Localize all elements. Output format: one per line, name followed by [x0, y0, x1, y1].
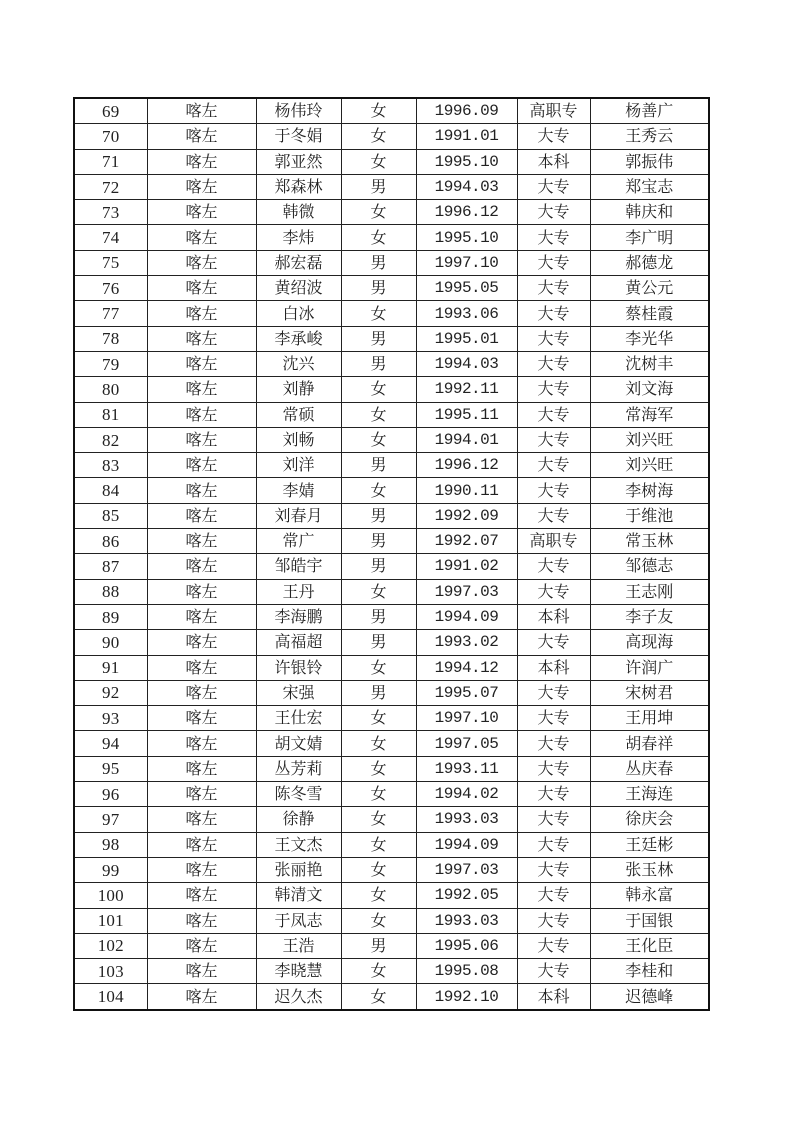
cell-education: 大专: [517, 807, 590, 832]
table-row: [74, 706, 709, 731]
cell-parent-name: 于维池: [590, 503, 709, 528]
cell-education: 大专: [517, 124, 590, 149]
cell-number: 78: [74, 326, 147, 351]
cell-number: 93: [74, 706, 147, 731]
cell-gender: 男: [341, 174, 416, 199]
cell-education: 大专: [517, 402, 590, 427]
cell-number: 72: [74, 174, 147, 199]
cell-number: 96: [74, 782, 147, 807]
cell-birth-date: 1992.11: [416, 377, 517, 402]
cell-gender: 女: [341, 959, 416, 984]
cell-parent-name: 韩永富: [590, 883, 709, 908]
cell-education: 大专: [517, 782, 590, 807]
cell-education: 大专: [517, 225, 590, 250]
cell-gender: 女: [341, 731, 416, 756]
cell-name: 李晓慧: [256, 959, 341, 984]
cell-education: 大专: [517, 478, 590, 503]
cell-education: 大专: [517, 503, 590, 528]
cell-birth-date: 1992.05: [416, 883, 517, 908]
cell-name: 郝宏磊: [256, 250, 341, 275]
table-row: [74, 731, 709, 756]
cell-area: 喀左: [147, 250, 256, 275]
cell-birth-date: 1995.01: [416, 326, 517, 351]
cell-parent-name: 常海军: [590, 402, 709, 427]
table-row: [74, 326, 709, 351]
cell-name: 郑森林: [256, 174, 341, 199]
cell-education: 大专: [517, 351, 590, 376]
cell-birth-date: 1993.06: [416, 301, 517, 326]
cell-number: 90: [74, 630, 147, 655]
cell-name: 刘静: [256, 377, 341, 402]
table-row: [74, 883, 709, 908]
cell-number: 81: [74, 402, 147, 427]
table-row: [74, 832, 709, 857]
table-row: [74, 250, 709, 275]
cell-gender: 男: [341, 503, 416, 528]
cell-area: 喀左: [147, 276, 256, 301]
cell-area: 喀左: [147, 706, 256, 731]
cell-area: 喀左: [147, 377, 256, 402]
cell-number: 91: [74, 655, 147, 680]
cell-birth-date: 1995.10: [416, 149, 517, 174]
table-row: [74, 301, 709, 326]
cell-birth-date: 1993.03: [416, 908, 517, 933]
cell-birth-date: 1997.03: [416, 579, 517, 604]
cell-name: 王仕宏: [256, 706, 341, 731]
cell-gender: 女: [341, 883, 416, 908]
cell-gender: 女: [341, 857, 416, 882]
cell-education: 大专: [517, 908, 590, 933]
cell-birth-date: 1995.10: [416, 225, 517, 250]
cell-name: 王文杰: [256, 832, 341, 857]
table-row: [74, 655, 709, 680]
cell-name: 常广: [256, 529, 341, 554]
cell-education: 高职专: [517, 529, 590, 554]
cell-education: 大专: [517, 377, 590, 402]
table-row: [74, 807, 709, 832]
cell-name: 王丹: [256, 579, 341, 604]
cell-gender: 女: [341, 402, 416, 427]
cell-gender: 女: [341, 200, 416, 225]
cell-area: 喀左: [147, 782, 256, 807]
cell-gender: 男: [341, 529, 416, 554]
cell-number: 86: [74, 529, 147, 554]
cell-gender: 女: [341, 832, 416, 857]
cell-number: 98: [74, 832, 147, 857]
cell-birth-date: 1994.03: [416, 174, 517, 199]
cell-area: 喀左: [147, 174, 256, 199]
cell-area: 喀左: [147, 301, 256, 326]
table-row: [74, 782, 709, 807]
cell-number: 69: [74, 98, 147, 124]
table-row: [74, 756, 709, 781]
cell-name: 韩微: [256, 200, 341, 225]
cell-gender: 女: [341, 98, 416, 124]
cell-area: 喀左: [147, 579, 256, 604]
cell-number: 83: [74, 453, 147, 478]
cell-area: 喀左: [147, 200, 256, 225]
cell-education: 大专: [517, 301, 590, 326]
cell-parent-name: 郝德龙: [590, 250, 709, 275]
cell-gender: 男: [341, 326, 416, 351]
cell-area: 喀左: [147, 529, 256, 554]
table-row: [74, 604, 709, 629]
cell-parent-name: 邹德志: [590, 554, 709, 579]
cell-birth-date: 1993.11: [416, 756, 517, 781]
cell-gender: 女: [341, 984, 416, 1010]
cell-number: 99: [74, 857, 147, 882]
cell-number: 101: [74, 908, 147, 933]
cell-area: 喀左: [147, 933, 256, 958]
cell-name: 沈兴: [256, 351, 341, 376]
cell-parent-name: 许润广: [590, 655, 709, 680]
cell-name: 刘洋: [256, 453, 341, 478]
cell-parent-name: 王用坤: [590, 706, 709, 731]
cell-parent-name: 王海连: [590, 782, 709, 807]
cell-gender: 女: [341, 807, 416, 832]
cell-parent-name: 郭振伟: [590, 149, 709, 174]
cell-area: 喀左: [147, 124, 256, 149]
cell-parent-name: 黄公元: [590, 276, 709, 301]
cell-education: 大专: [517, 959, 590, 984]
table-row: [74, 478, 709, 503]
cell-gender: 女: [341, 908, 416, 933]
cell-birth-date: 1995.08: [416, 959, 517, 984]
cell-birth-date: 1995.11: [416, 402, 517, 427]
cell-area: 喀左: [147, 98, 256, 124]
table-row: [74, 351, 709, 376]
cell-name: 杨伟玲: [256, 98, 341, 124]
cell-birth-date: 1994.01: [416, 427, 517, 452]
cell-education: 大专: [517, 250, 590, 275]
cell-birth-date: 1995.05: [416, 276, 517, 301]
cell-parent-name: 徐庆会: [590, 807, 709, 832]
cell-parent-name: 李光华: [590, 326, 709, 351]
cell-education: 大专: [517, 427, 590, 452]
cell-gender: 女: [341, 149, 416, 174]
cell-birth-date: 1993.03: [416, 807, 517, 832]
cell-parent-name: 刘文海: [590, 377, 709, 402]
cell-birth-date: 1991.02: [416, 554, 517, 579]
cell-parent-name: 刘兴旺: [590, 427, 709, 452]
cell-birth-date: 1990.11: [416, 478, 517, 503]
cell-number: 97: [74, 807, 147, 832]
cell-gender: 女: [341, 782, 416, 807]
cell-gender: 女: [341, 124, 416, 149]
cell-area: 喀左: [147, 959, 256, 984]
cell-area: 喀左: [147, 554, 256, 579]
cell-name: 韩清文: [256, 883, 341, 908]
cell-education: 大专: [517, 933, 590, 958]
cell-parent-name: 宋树君: [590, 680, 709, 705]
cell-gender: 男: [341, 554, 416, 579]
cell-name: 宋强: [256, 680, 341, 705]
cell-area: 喀左: [147, 984, 256, 1010]
cell-parent-name: 丛庆春: [590, 756, 709, 781]
cell-area: 喀左: [147, 478, 256, 503]
cell-gender: 女: [341, 579, 416, 604]
cell-education: 大专: [517, 832, 590, 857]
cell-number: 95: [74, 756, 147, 781]
cell-education: 本科: [517, 655, 590, 680]
table-row: [74, 579, 709, 604]
cell-name: 郭亚然: [256, 149, 341, 174]
table-row: [74, 174, 709, 199]
cell-area: 喀左: [147, 427, 256, 452]
cell-parent-name: 常玉林: [590, 529, 709, 554]
cell-area: 喀左: [147, 453, 256, 478]
cell-name: 刘畅: [256, 427, 341, 452]
cell-number: 77: [74, 301, 147, 326]
roster-table-body: [74, 98, 709, 1010]
cell-number: 76: [74, 276, 147, 301]
cell-parent-name: 迟德峰: [590, 984, 709, 1010]
cell-education: 大专: [517, 554, 590, 579]
cell-parent-name: 王廷彬: [590, 832, 709, 857]
cell-name: 迟久杰: [256, 984, 341, 1010]
cell-education: 大专: [517, 731, 590, 756]
cell-education: 大专: [517, 174, 590, 199]
cell-area: 喀左: [147, 630, 256, 655]
cell-number: 71: [74, 149, 147, 174]
table-row: [74, 503, 709, 528]
table-row: [74, 984, 709, 1010]
cell-name: 于凤志: [256, 908, 341, 933]
cell-number: 94: [74, 731, 147, 756]
cell-gender: 男: [341, 604, 416, 629]
table-row: [74, 149, 709, 174]
cell-parent-name: 韩庆和: [590, 200, 709, 225]
cell-name: 高福超: [256, 630, 341, 655]
cell-number: 103: [74, 959, 147, 984]
cell-area: 喀左: [147, 225, 256, 250]
cell-area: 喀左: [147, 680, 256, 705]
cell-birth-date: 1997.05: [416, 731, 517, 756]
cell-number: 75: [74, 250, 147, 275]
cell-education: 大专: [517, 706, 590, 731]
cell-name: 于冬娟: [256, 124, 341, 149]
table-row: [74, 377, 709, 402]
cell-education: 高职专: [517, 98, 590, 124]
cell-education: 大专: [517, 630, 590, 655]
cell-birth-date: 1994.09: [416, 832, 517, 857]
cell-name: 邹皓宇: [256, 554, 341, 579]
table-row: [74, 98, 709, 124]
cell-name: 丛芳莉: [256, 756, 341, 781]
cell-number: 84: [74, 478, 147, 503]
cell-name: 李承峻: [256, 326, 341, 351]
cell-area: 喀左: [147, 832, 256, 857]
cell-birth-date: 1996.09: [416, 98, 517, 124]
table-row: [74, 453, 709, 478]
cell-gender: 女: [341, 301, 416, 326]
cell-number: 87: [74, 554, 147, 579]
cell-gender: 女: [341, 377, 416, 402]
roster-table: [73, 97, 710, 1011]
cell-parent-name: 郑宝志: [590, 174, 709, 199]
cell-parent-name: 胡春祥: [590, 731, 709, 756]
cell-education: 大专: [517, 326, 590, 351]
cell-gender: 女: [341, 706, 416, 731]
cell-birth-date: 1995.07: [416, 680, 517, 705]
cell-education: 大专: [517, 200, 590, 225]
cell-number: 74: [74, 225, 147, 250]
cell-gender: 女: [341, 225, 416, 250]
table-row: [74, 857, 709, 882]
cell-gender: 男: [341, 276, 416, 301]
table-row: [74, 680, 709, 705]
cell-area: 喀左: [147, 756, 256, 781]
table-row: [74, 554, 709, 579]
cell-number: 80: [74, 377, 147, 402]
cell-birth-date: 1994.09: [416, 604, 517, 629]
cell-number: 82: [74, 427, 147, 452]
cell-parent-name: 王秀云: [590, 124, 709, 149]
cell-name: 李炜: [256, 225, 341, 250]
cell-name: 胡文婧: [256, 731, 341, 756]
cell-birth-date: 1992.09: [416, 503, 517, 528]
table-row: [74, 402, 709, 427]
cell-number: 70: [74, 124, 147, 149]
cell-education: 本科: [517, 984, 590, 1010]
cell-gender: 女: [341, 478, 416, 503]
cell-area: 喀左: [147, 503, 256, 528]
cell-parent-name: 于国银: [590, 908, 709, 933]
cell-area: 喀左: [147, 857, 256, 882]
cell-gender: 男: [341, 351, 416, 376]
cell-birth-date: 1994.02: [416, 782, 517, 807]
cell-gender: 男: [341, 250, 416, 275]
cell-parent-name: 王化臣: [590, 933, 709, 958]
cell-birth-date: 1995.06: [416, 933, 517, 958]
cell-name: 徐静: [256, 807, 341, 832]
cell-gender: 女: [341, 427, 416, 452]
cell-number: 85: [74, 503, 147, 528]
cell-name: 王浩: [256, 933, 341, 958]
cell-gender: 女: [341, 655, 416, 680]
cell-number: 92: [74, 680, 147, 705]
cell-name: 李海鹏: [256, 604, 341, 629]
cell-number: 73: [74, 200, 147, 225]
table-row: [74, 529, 709, 554]
cell-education: 大专: [517, 276, 590, 301]
cell-number: 100: [74, 883, 147, 908]
cell-number: 102: [74, 933, 147, 958]
cell-area: 喀左: [147, 731, 256, 756]
cell-parent-name: 李子友: [590, 604, 709, 629]
cell-area: 喀左: [147, 883, 256, 908]
cell-parent-name: 杨善广: [590, 98, 709, 124]
cell-name: 陈冬雪: [256, 782, 341, 807]
cell-education: 大专: [517, 453, 590, 478]
cell-parent-name: 蔡桂霞: [590, 301, 709, 326]
cell-education: 大专: [517, 680, 590, 705]
cell-birth-date: 1994.03: [416, 351, 517, 376]
cell-name: 许银铃: [256, 655, 341, 680]
cell-parent-name: 李树海: [590, 478, 709, 503]
cell-parent-name: 李广明: [590, 225, 709, 250]
cell-birth-date: 1992.10: [416, 984, 517, 1010]
cell-parent-name: 张玉林: [590, 857, 709, 882]
cell-birth-date: 1997.10: [416, 250, 517, 275]
cell-area: 喀左: [147, 402, 256, 427]
cell-birth-date: 1996.12: [416, 453, 517, 478]
table-row: [74, 933, 709, 958]
cell-birth-date: 1994.12: [416, 655, 517, 680]
cell-area: 喀左: [147, 326, 256, 351]
table-row: [74, 908, 709, 933]
cell-name: 李婧: [256, 478, 341, 503]
cell-education: 本科: [517, 149, 590, 174]
cell-education: 大专: [517, 857, 590, 882]
cell-birth-date: 1997.03: [416, 857, 517, 882]
table-row: [74, 276, 709, 301]
cell-gender: 男: [341, 680, 416, 705]
cell-name: 刘春月: [256, 503, 341, 528]
cell-education: 本科: [517, 604, 590, 629]
cell-education: 大专: [517, 883, 590, 908]
cell-gender: 男: [341, 630, 416, 655]
cell-gender: 女: [341, 756, 416, 781]
table-row: [74, 124, 709, 149]
table-row: [74, 630, 709, 655]
cell-parent-name: 李桂和: [590, 959, 709, 984]
table-row: [74, 225, 709, 250]
cell-area: 喀左: [147, 655, 256, 680]
cell-number: 88: [74, 579, 147, 604]
cell-name: 黄绍波: [256, 276, 341, 301]
cell-area: 喀左: [147, 149, 256, 174]
cell-education: 大专: [517, 756, 590, 781]
table-row: [74, 959, 709, 984]
cell-gender: 男: [341, 453, 416, 478]
cell-parent-name: 沈树丰: [590, 351, 709, 376]
cell-number: 89: [74, 604, 147, 629]
cell-area: 喀左: [147, 908, 256, 933]
cell-birth-date: 1991.01: [416, 124, 517, 149]
table-row: [74, 427, 709, 452]
cell-area: 喀左: [147, 604, 256, 629]
cell-name: 张丽艳: [256, 857, 341, 882]
cell-birth-date: 1993.02: [416, 630, 517, 655]
cell-area: 喀左: [147, 807, 256, 832]
cell-birth-date: 1992.07: [416, 529, 517, 554]
cell-parent-name: 刘兴旺: [590, 453, 709, 478]
cell-number: 104: [74, 984, 147, 1010]
cell-area: 喀左: [147, 351, 256, 376]
cell-gender: 男: [341, 933, 416, 958]
table-row: [74, 200, 709, 225]
cell-number: 79: [74, 351, 147, 376]
cell-name: 常硕: [256, 402, 341, 427]
cell-parent-name: 王志刚: [590, 579, 709, 604]
cell-birth-date: 1996.12: [416, 200, 517, 225]
cell-parent-name: 高现海: [590, 630, 709, 655]
cell-education: 大专: [517, 579, 590, 604]
cell-name: 白冰: [256, 301, 341, 326]
cell-birth-date: 1997.10: [416, 706, 517, 731]
